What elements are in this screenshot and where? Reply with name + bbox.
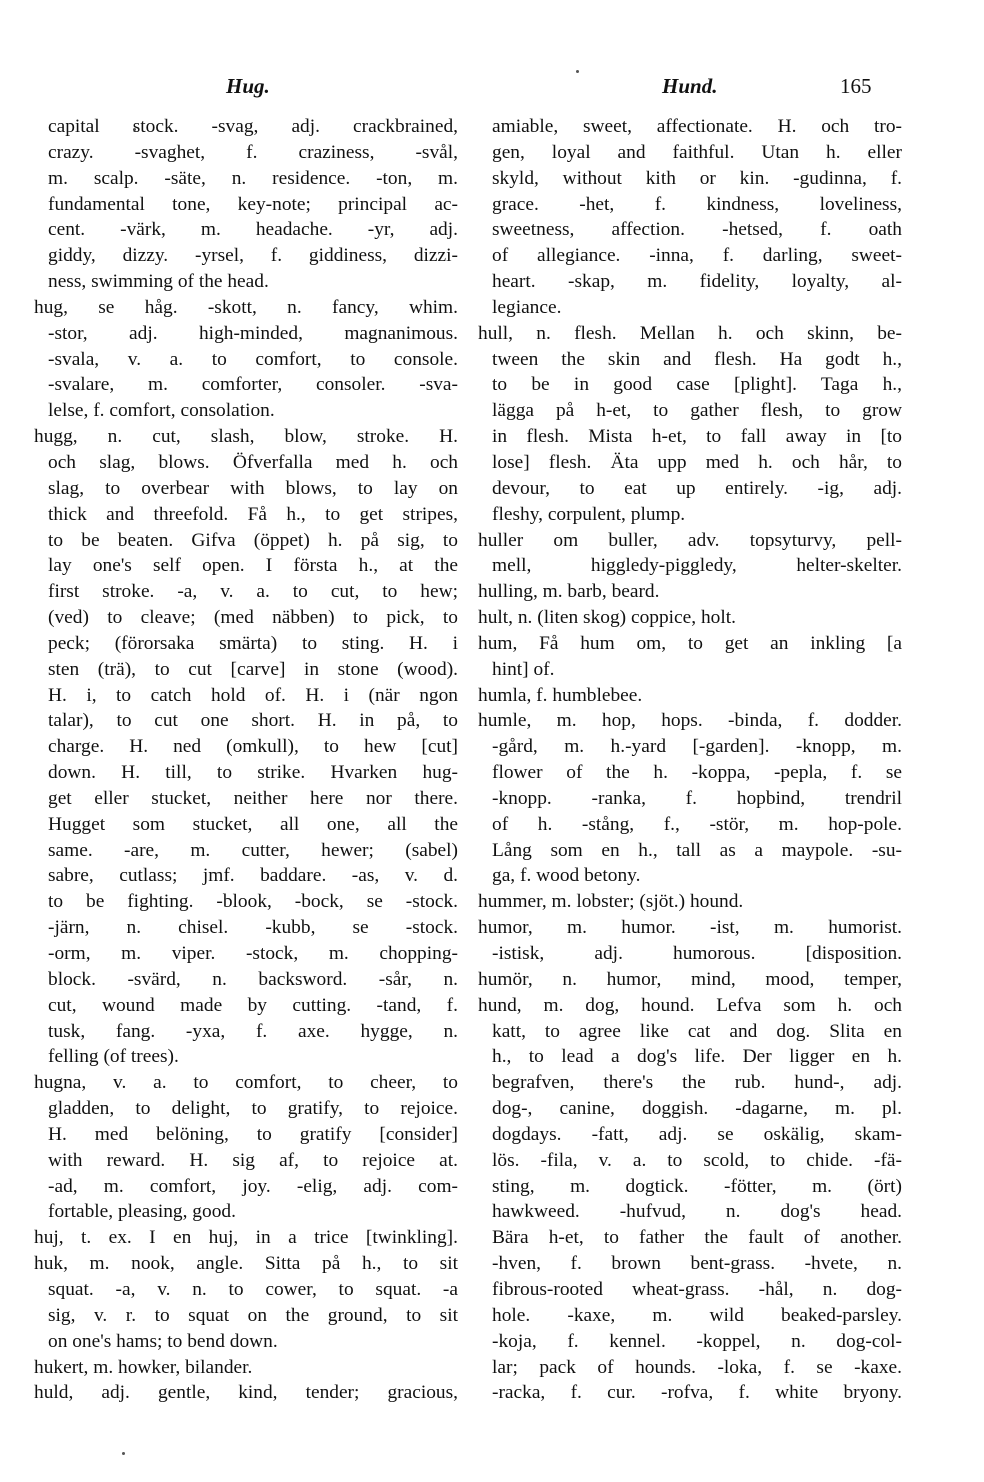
entry-line: down. H. till, to strike. Hvarken hug- [48,762,458,784]
entry-line: capital stock. -svag, adj. crackbrained, [48,116,458,137]
entry-line: -racka, f. cur. -rofva, f. white bryony. [492,1382,902,1404]
entry-line: hawkweed. -hufvud, n. dog's head. [492,1201,902,1223]
entry-line: Bära h-et, to father the fault of another. [492,1227,902,1249]
entry-line: (ved) to cleave; (med näbben) to pick, to [48,607,458,629]
entry-line: fibrous-rooted wheat-grass. -hål, n. dog- [492,1278,902,1300]
entry-line: fundamental tone, key-note; principal ac- [48,193,458,215]
entry-first-line: humle, m. hop, hops. -binda, f. dodder. [478,710,902,732]
entry-line: gen, loyal and faithful. Utan h. eller [492,141,902,163]
entry-line: in flesh. Mista h-et, to fall away in [to [492,426,902,448]
entry-line: of allegiance. -inna, f. darling, sweet- [492,245,902,267]
entry-line: skyld, without kith or kin. -gudinna, f. [492,167,902,189]
entry-first-line: hug, se håg. -skott, n. fancy, whim. [34,296,458,318]
entry-line: -gård, m. h.-yard [-garden]. -knopp, m. [492,736,902,758]
entry-first-line: hulling, m. barb, beard. [478,581,660,603]
entry-line: sweetness, affection. -hetsed, f. oath [492,219,902,241]
entry-line: to be fighting. -blook, -bock, se -stock. [48,891,458,913]
entry-line: of h. -stång, f., -stör, m. hop-pole. [492,813,902,835]
entry-line: sten (trä), to cut [carve] in stone (wood). [48,658,458,680]
entry-line: H. med belöning, to gratify [consider] [48,1123,458,1145]
entry-line: hole. -kaxe, m. wild beaked-parsley. [492,1304,902,1326]
entry-line: lägga på h-et, to gather flesh, to grow [492,400,902,422]
entry-first-line: hummer, m. lobster; (sjöt.) hound. [478,891,744,913]
entry-line: mell, higgledy-piggledy, helter-skelter. [492,555,902,577]
entry-line: lar; pack of hounds. -loka, f. se -kaxe. [492,1356,902,1378]
right-column [478,114,902,1406]
entry-line: lös. -fila, v. a. to scold, to chide. -fä- [492,1149,902,1171]
entry-first-line: hund, m. dog, hound. Lefva som h. och [478,994,902,1016]
entry-first-line: hukert, m. howker, bilander. [34,1356,253,1378]
entry-first-line: huld, adj. gentle, kind, tender; gracious, [34,1382,458,1404]
entry-line: fleshy, corpulent, plump. [492,503,686,525]
entry-line: -svala, v. a. to comfort, to console. [48,348,458,370]
entry-line: legiance. [492,296,562,318]
entry-first-line: hugg, n. cut, slash, blow, stroke. H. [34,426,458,448]
entry-line: same. -are, m. cutter, hewer; (sabel) [48,839,458,861]
entry-line: lelse, f. comfort, consolation. [48,400,275,422]
left-column [34,114,458,1406]
print-speck [122,1452,125,1455]
entry-line: Hugget som stucket, all one, all the [48,813,458,835]
entry-line: to be beaten. Gifva (öppet) h. på sig, to [48,529,458,551]
entry-line: Lång som en h., tall as a maypole. -su- [492,839,902,861]
entry-first-line: humla, f. humblebee. [478,684,643,706]
entry-line: -orm, m. viper. -stock, m. chopping- [48,943,458,964]
entry-line: block. -svärd, n. backsword. -sår, n. [48,968,458,990]
entry-line: fortable, pleasing, good. [48,1201,236,1223]
entry-line: talar), to cut one short. H. in på, to [48,710,458,732]
entry-line: to be in good case [plight]. Taga h., [492,374,902,396]
entry-first-line: humör, n. humor, mind, mood, temper, [478,968,902,990]
entry-line: crazy. -svaghet, f. craziness, -svål, [48,141,458,163]
entry-line: sting, m. dogtick. -fötter, m. (ört) [492,1175,902,1197]
entry-line: lose] flesh. Äta upp med h. och hår, to [492,451,902,473]
entry-line: -svalare, m. comforter, consoler. -sva- [48,374,458,396]
entry-line: -järn, n. chisel. -kubb, se -stock. [48,917,458,939]
entry-line: h., to lead a dog's life. Der ligger en h. [492,1046,902,1068]
entry-line: lay one's self open. I första h., at the [48,555,458,577]
entry-line: charge. H. ned (omkull), to hew [cut] [48,736,458,758]
entry-line: tusk, fang. -yxa, f. axe. hygge, n. [48,1020,458,1042]
print-speck [576,70,579,73]
entry-line: -stor, adj. high-minded, magnanimous. [48,322,458,344]
entry-line: begrafven, there's the rub. hund-, adj. [492,1072,902,1094]
entry-line: m. scalp. -säte, n. residence. -ton, m. [48,167,458,189]
running-head-right: Hund. [662,74,718,98]
entry-line: flower of the h. -koppa, -pepla, f. se [492,762,902,784]
entry-line: peck; (förorsaka smärta) to sting. H. i [48,632,458,654]
entry-line: grace. -het, f. kindness, loveliness, [492,193,902,215]
entry-line: devour, to eat up entirely. -ig, adj. [492,477,902,499]
entry-line: hint] of. [492,658,555,680]
entry-line: sabre, cutlass; jmf. baddare. -as, v. d. [48,865,458,887]
entry-line: slag, to overbear with blows, to lay on [48,477,458,499]
entry-line: with reward. H. sig af, to rejoice at. [48,1149,458,1171]
entry-first-line: hult, n. (liten skog) coppice, holt. [478,607,736,629]
entry-line: -istisk, adj. humorous. [disposition. [492,943,902,964]
entry-line: gladden, to delight, to gratify, to rejoice. [48,1098,458,1120]
entry-line: amiable, sweet, affectionate. H. och tro- [492,116,902,137]
entry-line: H. i, to catch hold of. H. i (när ngon [48,684,458,706]
entry-line: giddy, dizzy. -yrsel, f. giddiness, dizzi- [48,245,458,267]
entry-first-line: hum, Få hum om, to get an inkling [a [478,632,902,654]
entry-line: katt, to agree like cat and dog. Slita en [492,1020,902,1042]
entry-first-line: hull, n. flesh. Mellan h. och skinn, be- [478,322,902,344]
entry-first-line: huk, m. nook, angle. Sitta på h., to sit [34,1253,458,1275]
entry-line: ga, f. wood betony. [492,865,641,887]
entry-first-line: huj, t. ex. I en huj, in a trice [twinkling]. [34,1227,458,1249]
entry-line: squat. -a, v. n. to cower, to squat. -a [48,1278,458,1300]
entry-line: dogdays. -fatt, adj. se oskälig, skam- [492,1123,902,1145]
entry-line: felling (of trees). [48,1046,179,1068]
entry-line: thick and threefold. Få h., to get stripes, [48,503,458,525]
entry-line: sig, v. r. to squat on the ground, to sit [48,1304,458,1326]
entry-line: -koja, f. kennel. -koppel, n. dog-col- [492,1330,902,1352]
entry-first-line: huller om buller, adv. topsyturvy, pell- [478,529,902,551]
entry-line: on one's hams; to bend down. [48,1330,278,1352]
entry-first-line: hugna, v. a. to comfort, to cheer, to [34,1072,458,1094]
entry-first-line: humor, m. humor. -ist, m. humorist. [478,917,902,939]
entry-line: dog-, canine, doggish. -dagarne, m. pl. [492,1098,902,1120]
entry-line: get eller stucket, neither here nor there. [48,787,458,809]
entry-line: och slag, blows. Öfverfalla med h. och [48,451,458,473]
entry-line: ness, swimming of the head. [48,271,269,293]
entry-line: -hven, f. brown bent-grass. -hvete, n. [492,1253,902,1275]
entry-line: heart. -skap, m. fidelity, loyalty, al- [492,271,902,293]
entry-line: -ad, m. comfort, joy. -elig, adj. com- [48,1175,458,1197]
entry-line: -knopp. -ranka, f. hopbind, trendril [492,787,902,809]
entry-line: cent. -värk, m. headache. -yr, adj. [48,219,458,241]
entry-line: first stroke. -a, v. a. to cut, to hew; [48,581,458,603]
entry-line: tween the skin and flesh. Ha godt h., [492,348,902,370]
entry-line: cut, wound made by cutting. -tand, f. [48,994,458,1016]
page-number: 165 [840,74,872,98]
running-head-left: Hug. [226,74,270,98]
